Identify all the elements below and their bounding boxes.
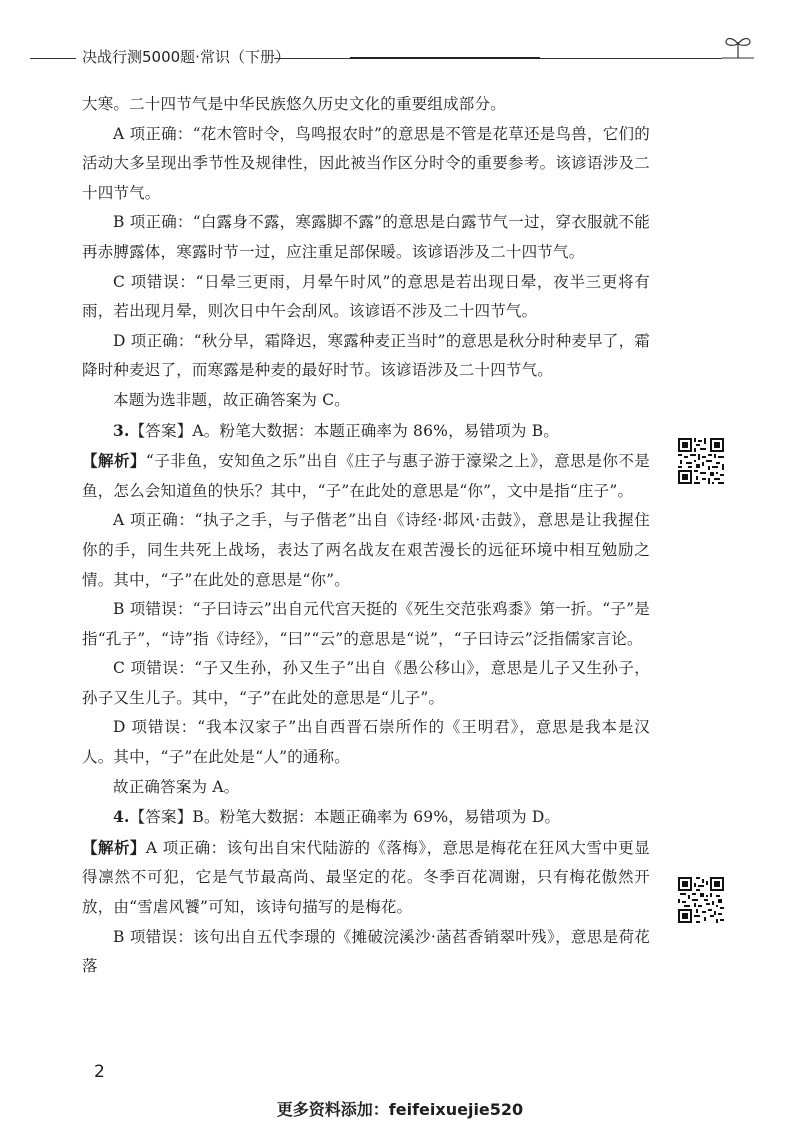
q3-analysis (82, 446, 650, 506)
question-number: 3. (113, 420, 130, 440)
conclusion: 故正确答案为 A。 (113, 777, 240, 796)
option-d-explanation: D 项错误：“我本汉家子”出自西晋石崇所作的《王明君》，意思是我本是汉人。其中，“子”在此处是“人”的通称。 (82, 718, 650, 767)
option-a-explanation: A 项正确：“执子之手，与子偕老”出自《诗经·邶风·击鼓》，意思是让我握住你的手，同生共死上战场，表达了两名战友在艰苦漫长的远征环境中相互勉励之情。其中，“子”在此处的意思是“你”。 (82, 511, 650, 589)
page-content (82, 90, 650, 982)
option-b-explanation: B 项正确：“白露身不露，寒露脚不露”的意思是白露节气一过，穿衣服就不能再赤膊露体，寒露时节一过，应注重足部保暖。该谚语涉及二十四节气。 (82, 213, 650, 261)
conclusion: 本题为选非题，故正确答案为 C。 (113, 390, 350, 409)
footer-note: 更多资料添加：feifeixuejie520 (276, 1100, 524, 1119)
answer-text: 【答案】A。粉笔大数据：本题正确率为 86%，易错项为 B。 (129, 421, 559, 440)
sprout-icon (718, 32, 758, 66)
analysis-text: “子非鱼，安知鱼之乐”出自《庄子与惠子游于濠梁之上》，意思是你不是鱼，怎么会知道鱼的快乐？其中，“子”在此处的意思是“你”，文中是指“庄子”。 (82, 452, 650, 500)
option-a-explanation: A 项正确：“花木管时令，鸟鸣报农时”的意思是不管是花草还是鸟兽，它们的活动大多呈现出季节性及规律性，因此被当作区分时令的重要参考。该谚语涉及二十四节气。 (82, 124, 650, 202)
book-title: 决战行测5000题·常识（下册） (82, 48, 290, 66)
question-number: 4. (113, 807, 130, 827)
qr-code-icon[interactable] (678, 438, 724, 484)
option-d-explanation: D 项正确：“秋分早，霜降迟，寒露种麦正当时”的意思是秋分时种麦早了，霜降时种麦迟了，而寒露是种麦的最好时节。该谚语涉及二十四节气。 (82, 331, 650, 380)
q4-answer-line (82, 802, 650, 833)
page-number: 2 (94, 1062, 105, 1082)
header-rule-accent (350, 57, 540, 59)
option-c-explanation: C 项错误：“日晕三更雨，月晕午时风”的意思是若出现日晕，夜半三更将有雨，若出现月晕，则次日中午会刮风。该谚语不涉及二十四节气。 (82, 272, 650, 321)
header-rule-left (30, 58, 76, 59)
paragraph: 大寒。二十四节气是中华民族悠久历史文化的重要组成部分。 (82, 95, 506, 113)
q4-analysis (82, 833, 650, 923)
answer-text: 【答案】B。粉笔大数据：本题正确率为 69%，易错项为 D。 (129, 808, 561, 827)
option-b-explanation: B 项错误：该句出自五代李璟的《摊破浣溪沙·菡萏香销翠叶残》，意思是荷花落 (82, 927, 650, 976)
analysis-label: 【解析】 (82, 451, 146, 471)
analysis-label: 【解析】 (82, 837, 146, 857)
analysis-text: A 项正确：该句出自宋代陆游的《落梅》，意思是梅花在狂风大雪中更显得凛然不可犯，它是气节最高尚、最坚定的花。冬季百花凋谢，只有梅花傲然开放，由“雪虐风饕”可知，该诗句描写的是梅花。 (82, 838, 650, 917)
q3-answer-line (82, 416, 650, 447)
option-c-explanation: C 项错误：“子又生孙，孙又生子”出自《愚公移山》，意思是儿子又生孙子，孙子又生儿子。其中，“子”在此处的意思是“儿子”。 (82, 659, 650, 707)
qr-code-icon[interactable] (678, 877, 724, 923)
page-header (30, 28, 770, 68)
option-b-explanation: B 项错误：“子曰诗云”出自元代宫天挺的《死生交范张鸡黍》第一折。“子”是指“孔子”，“诗”指《诗经》，“曰”“云”的意思是“说”，“子曰诗云”泛指儒家言论。 (82, 600, 650, 648)
